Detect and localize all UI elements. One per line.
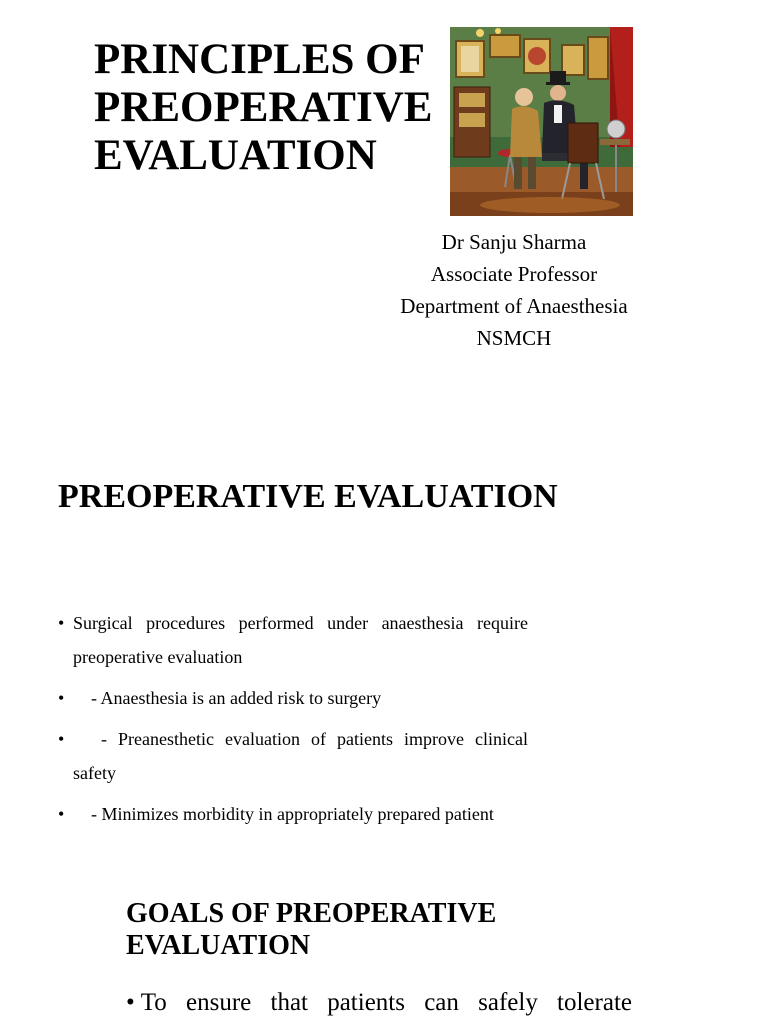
author-department: Department of Anaesthesia xyxy=(400,294,628,318)
author-block xyxy=(378,226,650,354)
list-item xyxy=(58,797,528,831)
bullet-icon: • xyxy=(58,613,65,633)
bullet-text: Surgical procedures performed under anaesthesia require preoperative evaluation xyxy=(73,613,528,667)
author-institution: NSMCH xyxy=(476,326,552,350)
author-position: Associate Professor xyxy=(430,262,598,286)
slide-3-title: GOALS OF PREOPERATIVE EVALUATION xyxy=(126,898,497,961)
slide-1-title: PRINCIPLES OF PREOPERATIVE EVALUATION xyxy=(94,36,433,179)
bullet-icon: • xyxy=(58,729,65,749)
bullet-icon: • xyxy=(58,688,65,708)
vintage-doctor-examination-painting-icon xyxy=(450,27,633,216)
bullet-text: To ensure that patients can safely tolerate xyxy=(140,989,632,1016)
bullet-icon: • xyxy=(126,989,135,1016)
bullet-text: - Preanesthetic evaluation of patients improve clinical safety xyxy=(73,729,528,783)
list-item xyxy=(58,681,528,715)
slide-2-bullet-list xyxy=(58,606,528,838)
list-item xyxy=(126,986,632,1020)
bullet-text: - Minimizes morbidity in appropriately prepared patient xyxy=(91,804,494,824)
author-name: Dr Sanju Sharma xyxy=(441,230,587,254)
list-item xyxy=(58,606,528,674)
list-item xyxy=(58,722,528,790)
bullet-text: - Anaesthesia is an added risk to surgery xyxy=(91,688,382,708)
bullet-icon: • xyxy=(58,804,65,824)
slide-2-title: PREOPERATIVE EVALUATION xyxy=(58,478,558,515)
